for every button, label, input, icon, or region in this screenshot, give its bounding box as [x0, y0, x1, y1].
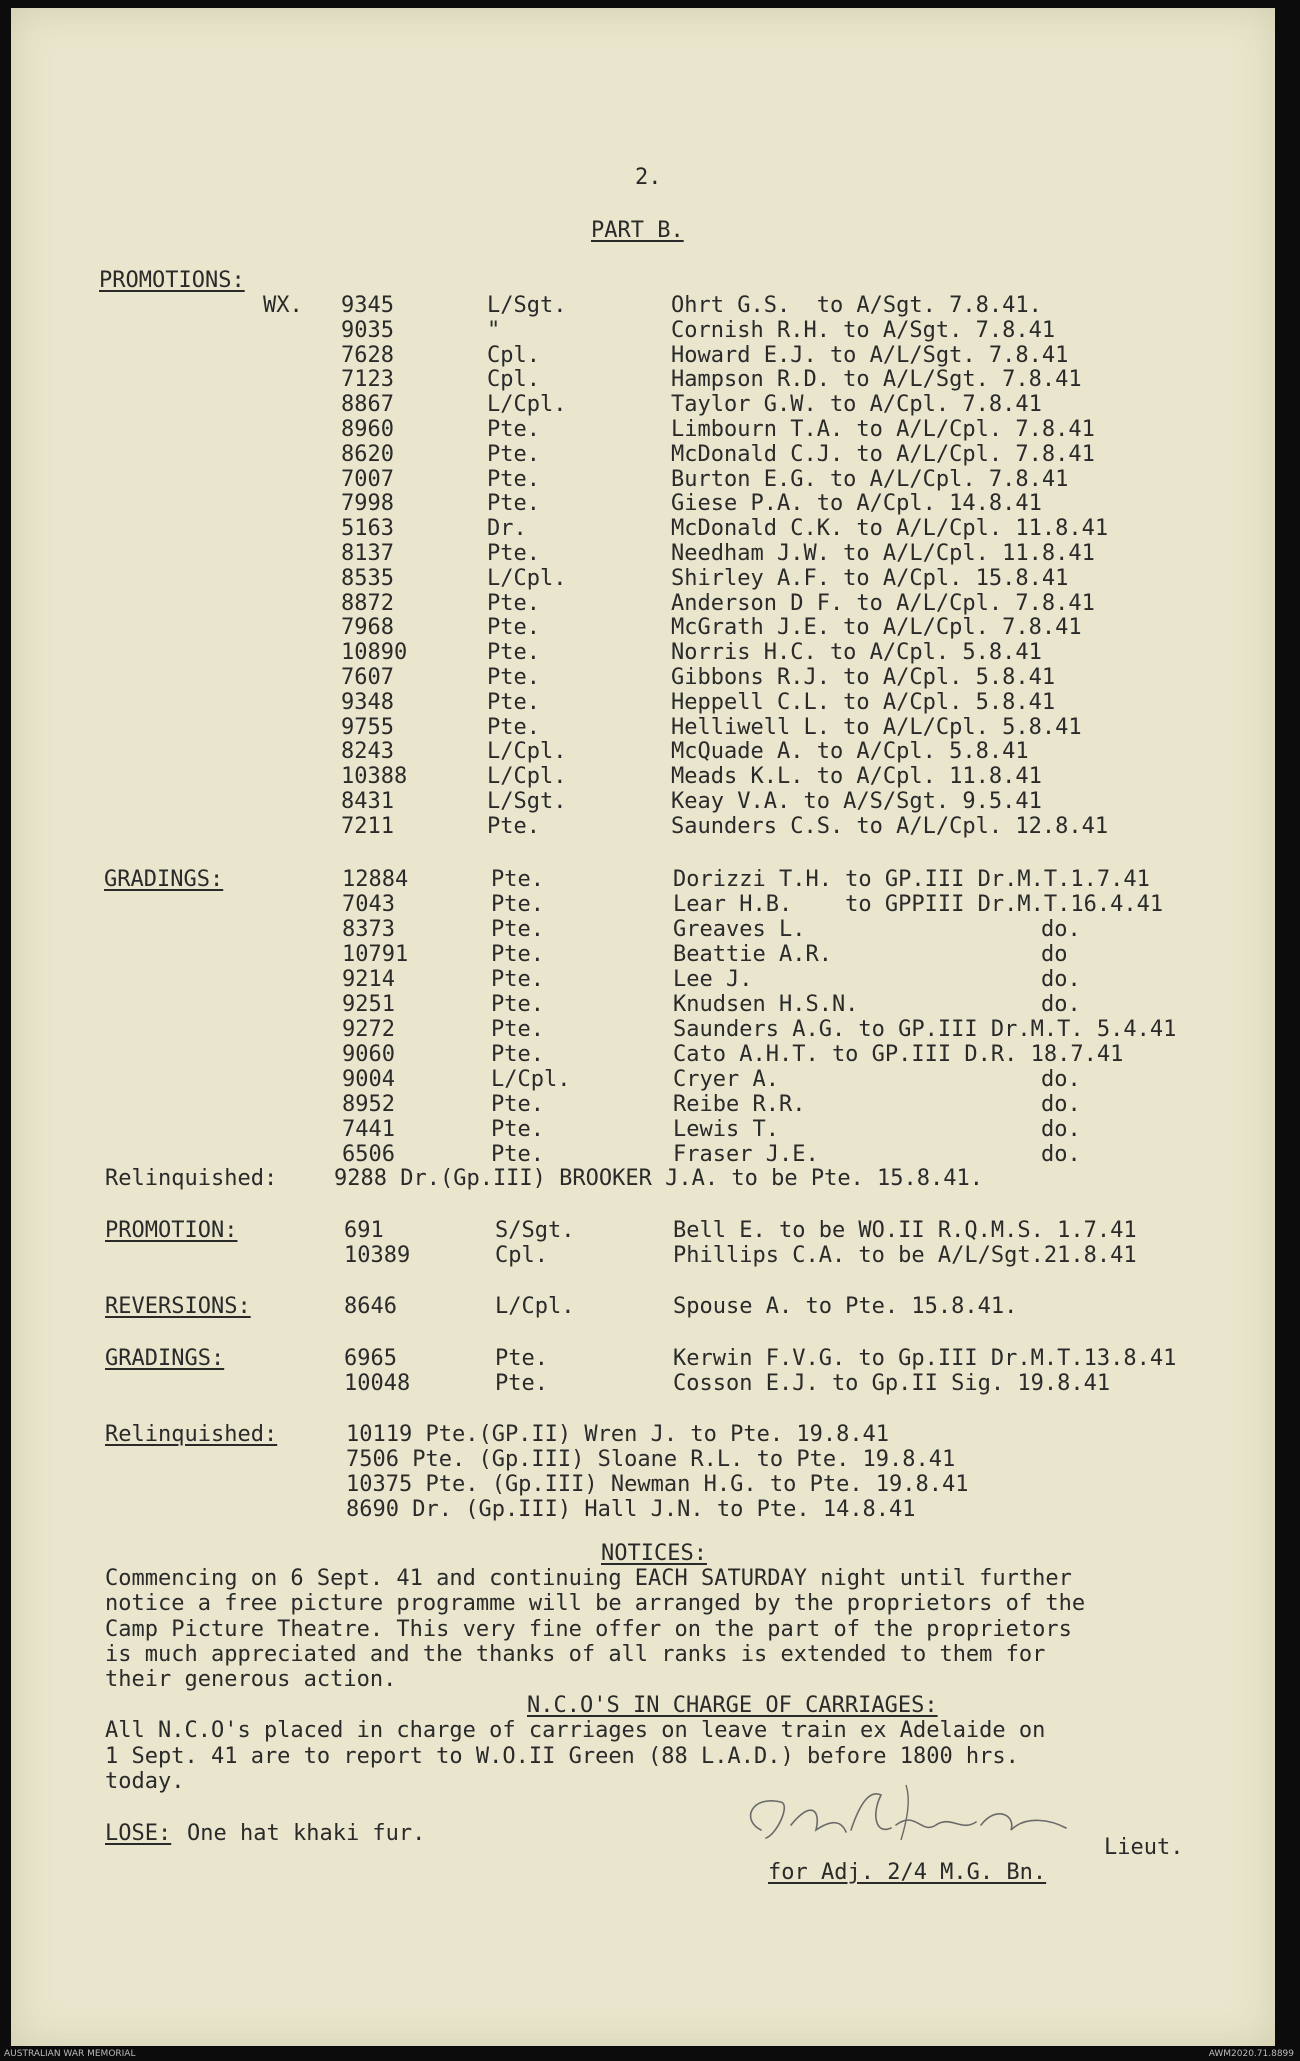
row-rank: Pte. — [491, 992, 544, 1017]
row-ditto: do. — [1041, 1142, 1081, 1167]
row-detail: Meads K.L. to A/Cpl. 11.8.41 — [671, 764, 1042, 790]
row-rank: Pte. — [487, 491, 540, 517]
row-detail: Burton E.G. to A/L/Cpl. 7.8.41 — [671, 466, 1069, 492]
promotion-heading: PROMOTION: — [105, 1218, 238, 1243]
row-detail: Gibbons R.J. to A/Cpl. 5.8.41 — [671, 665, 1056, 690]
row-number: 8373 — [342, 917, 395, 942]
row-detail: Lee J. — [673, 967, 753, 992]
row-number: 7043 — [342, 892, 395, 917]
row-detail: Heppell C.L. to A/Cpl. 5.8.41 — [671, 689, 1056, 715]
row-ditto: do. — [1041, 917, 1081, 942]
row-number: 9755 — [341, 714, 394, 740]
document-page — [11, 8, 1275, 2046]
reversions-heading: REVERSIONS: — [105, 1294, 251, 1319]
row-number: 12884 — [342, 867, 409, 892]
row-number: 8243 — [341, 739, 394, 765]
row-number: 8872 — [341, 590, 394, 616]
row-number: 10389 — [344, 1243, 411, 1268]
row-number: 10048 — [344, 1371, 411, 1396]
row-detail: Howard E.J. to A/L/Sgt. 7.8.41 — [671, 342, 1069, 368]
row-rank: Pte. — [495, 1371, 548, 1396]
row-rank: L/Cpl. — [495, 1294, 575, 1319]
row-rank: Pte. — [487, 640, 540, 666]
promotions-heading: PROMOTIONS: — [99, 268, 245, 293]
text-line: 10375 Pte. (Gp.III) Newman H.G. to Pte. 19.8.41 — [346, 1472, 969, 1497]
row-rank: L/Cpl. — [491, 1067, 571, 1092]
relinquished-heading-1: Relinquished: — [105, 1166, 278, 1191]
row-rank: L/Sgt. — [487, 293, 567, 318]
row-rank: Pte. — [487, 615, 540, 641]
row-detail: Keay V.A. to A/S/Sgt. 9.5.41 — [671, 789, 1042, 814]
row-rank: Pte. — [491, 942, 544, 967]
nco-heading: N.C.O'S IN CHARGE OF CARRIAGES: — [527, 1693, 938, 1718]
row-detail: Lear H.B. to GPPIII Dr.M.T.16.4.41 — [673, 892, 1164, 917]
row-number: 9345 — [341, 293, 394, 318]
row-number: 7998 — [341, 491, 394, 517]
row-number: 10388 — [341, 764, 408, 790]
row-detail: Beattie A.R. — [673, 942, 832, 967]
row-detail: Hampson R.D. to A/L/Sgt. 7.8.41 — [671, 367, 1082, 393]
row-detail: McDonald C.K. to A/L/Cpl. 11.8.41 — [671, 516, 1109, 542]
row-number: 10890 — [341, 640, 408, 666]
row-detail: Cryer A. — [673, 1067, 779, 1092]
row-rank: S/Sgt. — [495, 1218, 575, 1243]
row-rank: Pte. — [491, 967, 544, 992]
row-rank: Pte. — [495, 1346, 548, 1371]
row-detail: McGrath J.E. to A/L/Cpl. 7.8.41 — [671, 615, 1082, 641]
row-rank: L/Cpl. — [487, 739, 567, 765]
row-rank: L/Cpl. — [487, 764, 567, 790]
row-number: 10791 — [342, 942, 409, 967]
notices-heading: NOTICES: — [601, 1541, 707, 1566]
relinquished-text-1: 9288 Dr.(Gp.III) BROOKER J.A. to be Pte. 15.8.41. — [334, 1166, 984, 1191]
row-detail: Saunders C.S. to A/L/Cpl. 12.8.41 — [671, 813, 1109, 839]
footer-left: AUSTRALIAN WAR MEMORIAL — [4, 2049, 136, 2059]
text-line: is much appreciated and the thanks of all ranks is extended to them for — [105, 1641, 1046, 1667]
row-number: 7123 — [341, 367, 394, 393]
page-number: 2. — [635, 165, 662, 190]
row-number: 6965 — [344, 1346, 397, 1371]
row-number: 8952 — [342, 1092, 395, 1117]
row-rank: Pte. — [487, 590, 540, 616]
row-number: 9251 — [342, 992, 395, 1017]
row-detail: McQuade A. to A/Cpl. 5.8.41 — [671, 739, 1029, 765]
row-detail: Saunders A.G. to GP.III Dr.M.T. 5.4.41 — [673, 1017, 1177, 1042]
text-line: 7506 Pte. (Gp.III) Sloane R.L. to Pte. 19.8.41 — [346, 1447, 956, 1472]
row-detail: Bell E. to be WO.II R.Q.M.S. 1.7.41 — [673, 1218, 1137, 1243]
row-rank: Pte. — [487, 466, 540, 492]
row-rank: Pte. — [487, 541, 540, 566]
row-number: 8535 — [341, 565, 394, 591]
row-detail: Taylor G.W. to A/Cpl. 7.8.41 — [671, 392, 1042, 418]
row-number: 9035 — [341, 317, 394, 343]
row-detail: Helliwell L. to A/L/Cpl. 5.8.41 — [671, 714, 1082, 740]
part-title: PART B. — [591, 218, 684, 243]
row-detail: Reibe R.R. — [673, 1092, 806, 1117]
row-detail: Knudsen H.S.N. — [673, 992, 859, 1017]
row-number: 8960 — [341, 417, 394, 442]
row-ditto: do. — [1041, 1117, 1081, 1142]
row-number: 9348 — [341, 689, 394, 715]
row-rank: Pte. — [487, 417, 540, 442]
row-number: 7007 — [341, 466, 394, 492]
footer-right: AWM2020.71.8899 — [1208, 2049, 1294, 2059]
row-ditto: do. — [1041, 1092, 1081, 1117]
row-number: 7628 — [341, 342, 394, 368]
text-line: Camp Picture Theatre. This very fine offer on the part of the proprietors — [105, 1616, 1072, 1642]
row-number: 7211 — [341, 813, 394, 839]
row-rank: Cpl. — [487, 367, 540, 393]
row-detail: Greaves L. — [673, 917, 806, 942]
gradings-heading-2: GRADINGS: — [105, 1346, 225, 1371]
text-line: notice a free picture programme will be arranged by the proprietors of the — [105, 1591, 1086, 1617]
row-number: 8137 — [341, 541, 394, 566]
row-detail: Giese P.A. to A/Cpl. 14.8.41 — [671, 491, 1042, 517]
text-line: 10119 Pte.(GP.II) Wren J. to Pte. 19.8.41 — [346, 1422, 890, 1447]
row-rank: Pte. — [487, 714, 540, 740]
row-detail: McDonald C.J. to A/L/Cpl. 7.8.41 — [671, 441, 1095, 467]
lose-text: One hat khaki fur. — [187, 1821, 426, 1846]
text-line: 1 Sept. 41 are to report to W.O.II Green (88 L.A.D.) before 1800 hrs. — [105, 1743, 1019, 1769]
row-number: 9060 — [342, 1042, 395, 1067]
row-detail: Fraser J.E. — [673, 1142, 819, 1167]
row-detail: Cosson E.J. to Gp.II Sig. 19.8.41 — [673, 1371, 1111, 1396]
row-detail: Ohrt G.S. to A/Sgt. 7.8.41. — [671, 293, 1042, 318]
row-number: 7968 — [341, 615, 394, 641]
gradings-heading: GRADINGS: — [104, 867, 224, 892]
row-rank: Pte. — [487, 441, 540, 467]
row-number: 9272 — [342, 1017, 395, 1042]
row-number: 5163 — [341, 516, 394, 542]
row-number: 8431 — [341, 789, 394, 814]
row-detail: Lewis T. — [673, 1117, 779, 1142]
row-rank: Pte. — [487, 813, 540, 839]
row-number: 9214 — [342, 967, 395, 992]
row-rank: Pte. — [491, 1092, 544, 1117]
text-line: today. — [105, 1769, 185, 1794]
row-rank: Pte. — [491, 1142, 544, 1167]
row-ditto: do. — [1041, 967, 1081, 992]
row-ditto: do. — [1041, 1067, 1081, 1092]
row-detail: Cornish R.H. to A/Sgt. 7.8.41 — [671, 317, 1056, 343]
row-number: 6506 — [342, 1142, 395, 1167]
row-rank: L/Cpl. — [487, 392, 567, 418]
row-rank: Cpl. — [487, 342, 540, 368]
row-ditto: do. — [1041, 992, 1081, 1017]
text-line: their generous action. — [105, 1667, 397, 1693]
row-rank: Pte. — [491, 892, 544, 917]
row-number: 8646 — [344, 1294, 397, 1319]
row-ditto: do — [1041, 942, 1068, 967]
relinquished-heading-2: Relinquished: — [105, 1422, 278, 1447]
row-detail: Shirley A.F. to A/Cpl. 15.8.41 — [671, 565, 1069, 591]
row-rank: Dr. — [487, 516, 527, 542]
row-detail: Cato A.H.T. to GP.III D.R. 18.7.41 — [673, 1042, 1124, 1067]
row-rank: Pte. — [491, 1017, 544, 1042]
row-rank: Pte. — [491, 867, 544, 892]
row-number: 8620 — [341, 441, 394, 467]
row-rank: Cpl. — [495, 1243, 548, 1268]
text-line: All N.C.O's placed in charge of carriages on leave train ex Adelaide on — [105, 1718, 1046, 1743]
promotions-prefix: WX. — [263, 293, 303, 318]
row-detail: Spouse A. to Pte. 15.8.41. — [673, 1294, 1018, 1319]
row-number: 7607 — [341, 665, 394, 690]
signature-rank: Lieut. — [1104, 1835, 1184, 1860]
row-rank: L/Cpl. — [487, 565, 567, 591]
row-rank: Pte. — [491, 1117, 544, 1142]
row-rank: Pte. — [487, 665, 540, 690]
handwritten-signature — [721, 1780, 1141, 1860]
archive-footer — [0, 2048, 1300, 2061]
row-number: 691 — [344, 1218, 384, 1243]
row-detail: Norris H.C. to A/Cpl. 5.8.41 — [671, 640, 1042, 666]
row-rank: Pte. — [491, 917, 544, 942]
text-line: 8690 Dr. (Gp.III) Hall J.N. to Pte. 14.8.41 — [346, 1497, 916, 1522]
row-detail: Limbourn T.A. to A/L/Cpl. 7.8.41 — [671, 417, 1095, 442]
row-detail: Dorizzi T.H. to GP.III Dr.M.T.1.7.41 — [673, 867, 1150, 892]
row-detail: Kerwin F.V.G. to Gp.III Dr.M.T.13.8.41 — [673, 1346, 1177, 1371]
row-number: 8867 — [341, 392, 394, 418]
row-rank: Pte. — [491, 1042, 544, 1067]
row-rank: L/Sgt. — [487, 789, 567, 814]
row-rank: " — [487, 317, 501, 343]
text-line: Commencing on 6 Sept. 41 and continuing EACH SATURDAY night until further — [105, 1566, 1072, 1591]
row-detail: Phillips C.A. to be A/L/Sgt.21.8.41 — [673, 1243, 1137, 1268]
row-number: 9004 — [342, 1067, 395, 1092]
row-number: 7441 — [342, 1117, 395, 1142]
row-detail: Anderson D F. to A/L/Cpl. 7.8.41 — [671, 590, 1095, 616]
signature-for-line: for Adj. 2/4 M.G. Bn. — [768, 1860, 1047, 1885]
row-rank: Pte. — [487, 689, 540, 715]
row-detail: Needham J.W. to A/L/Cpl. 11.8.41 — [671, 541, 1095, 566]
lose-heading: LOSE: — [105, 1821, 172, 1846]
